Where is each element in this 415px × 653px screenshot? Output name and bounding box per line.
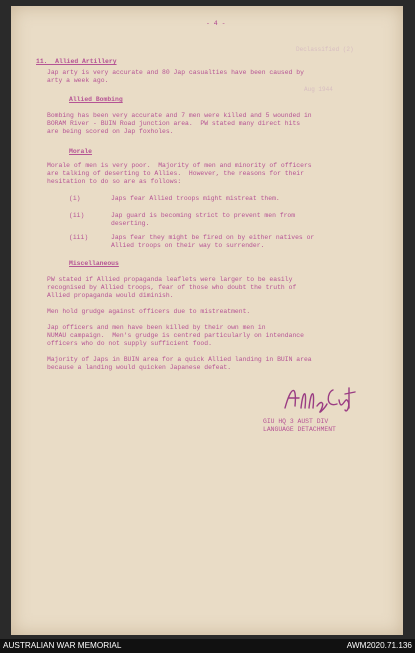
section-heading: Allied Bombing [69,96,123,103]
paragraph-line: Men hold grudge against officers due to mistreatment. [47,308,251,315]
reason-line: deserting. [111,220,150,227]
paragraph-line: are talking of deserting to Allies. However, the reasons for their [47,170,304,177]
paragraph-line: Majority of Japs in BUIN area for a quick Allied landing in BUIN area [47,356,312,363]
paragraph-line: PW stated if Allied propaganda leaflets were larger to be easily [47,276,293,283]
paragraph-line: are being scored on Jap foxholes. [47,128,174,135]
reason-line: Japs fear Allied troops might mistreat them. [111,195,280,202]
paragraph-line: NUMAU campaign. Men's grudge is centred particularly on intendance [47,332,304,339]
reason-line: Allied troops on their way to surrender. [111,242,265,249]
section-heading: Morale [69,148,93,155]
page-number: - 4 - [206,20,226,27]
signature-unit: GIU HQ 3 AUST DIV [263,418,329,425]
paragraph-line: Morale of men is very poor. Majority of men and minority of officers [47,162,312,169]
reason-line: Jap guard is becoming strict to prevent men from [111,212,296,219]
paragraph-line: officers who do not supply sufficient food. [47,340,212,347]
faint-stamp: Declassified (2) [296,46,354,53]
paragraph-line: Jap arty is very accurate and 80 Jap casualties have been caused by [47,69,304,76]
footer-accession-number: AWM2020.71.136 [346,641,412,650]
paragraph-line: Bombing has been very accurate and 7 men were killed and 5 wounded in [47,112,312,119]
document-page [11,6,403,635]
footer-institution: AUSTRALIAN WAR MEMORIAL [3,641,122,650]
paragraph-line: recognised by Allied troops, fear of those who doubt the truth of [47,284,297,291]
reason-number: (ii) [69,212,85,219]
archive-footer [0,639,415,653]
reason-line: Japs fear they might be fired on by either natives or [111,234,315,241]
section-heading: Miscellaneous [69,260,119,267]
handwritten-signature [281,378,361,423]
paragraph-line: hesitation to do so are as follows: [47,178,182,185]
paragraph-line: Allied propaganda would diminish. [47,292,174,299]
reason-number: (iii) [69,234,89,241]
section-heading: 11. Allied Artillery [36,58,117,65]
faint-stamp-date: Aug 1944 [304,86,333,93]
paragraph-line: arty a week ago. [47,77,109,84]
signature-detachment: LANGUAGE DETACHMENT [263,426,336,433]
paragraph-line: BORAM River - BUIN Road junction area. PW stated many direct hits [47,120,301,127]
paragraph-line: Jap officers and men have been killed by their own men in [47,324,266,331]
paragraph-line: because a landing would quicken Japanese defeat. [47,364,232,371]
reason-number: (i) [69,195,81,202]
